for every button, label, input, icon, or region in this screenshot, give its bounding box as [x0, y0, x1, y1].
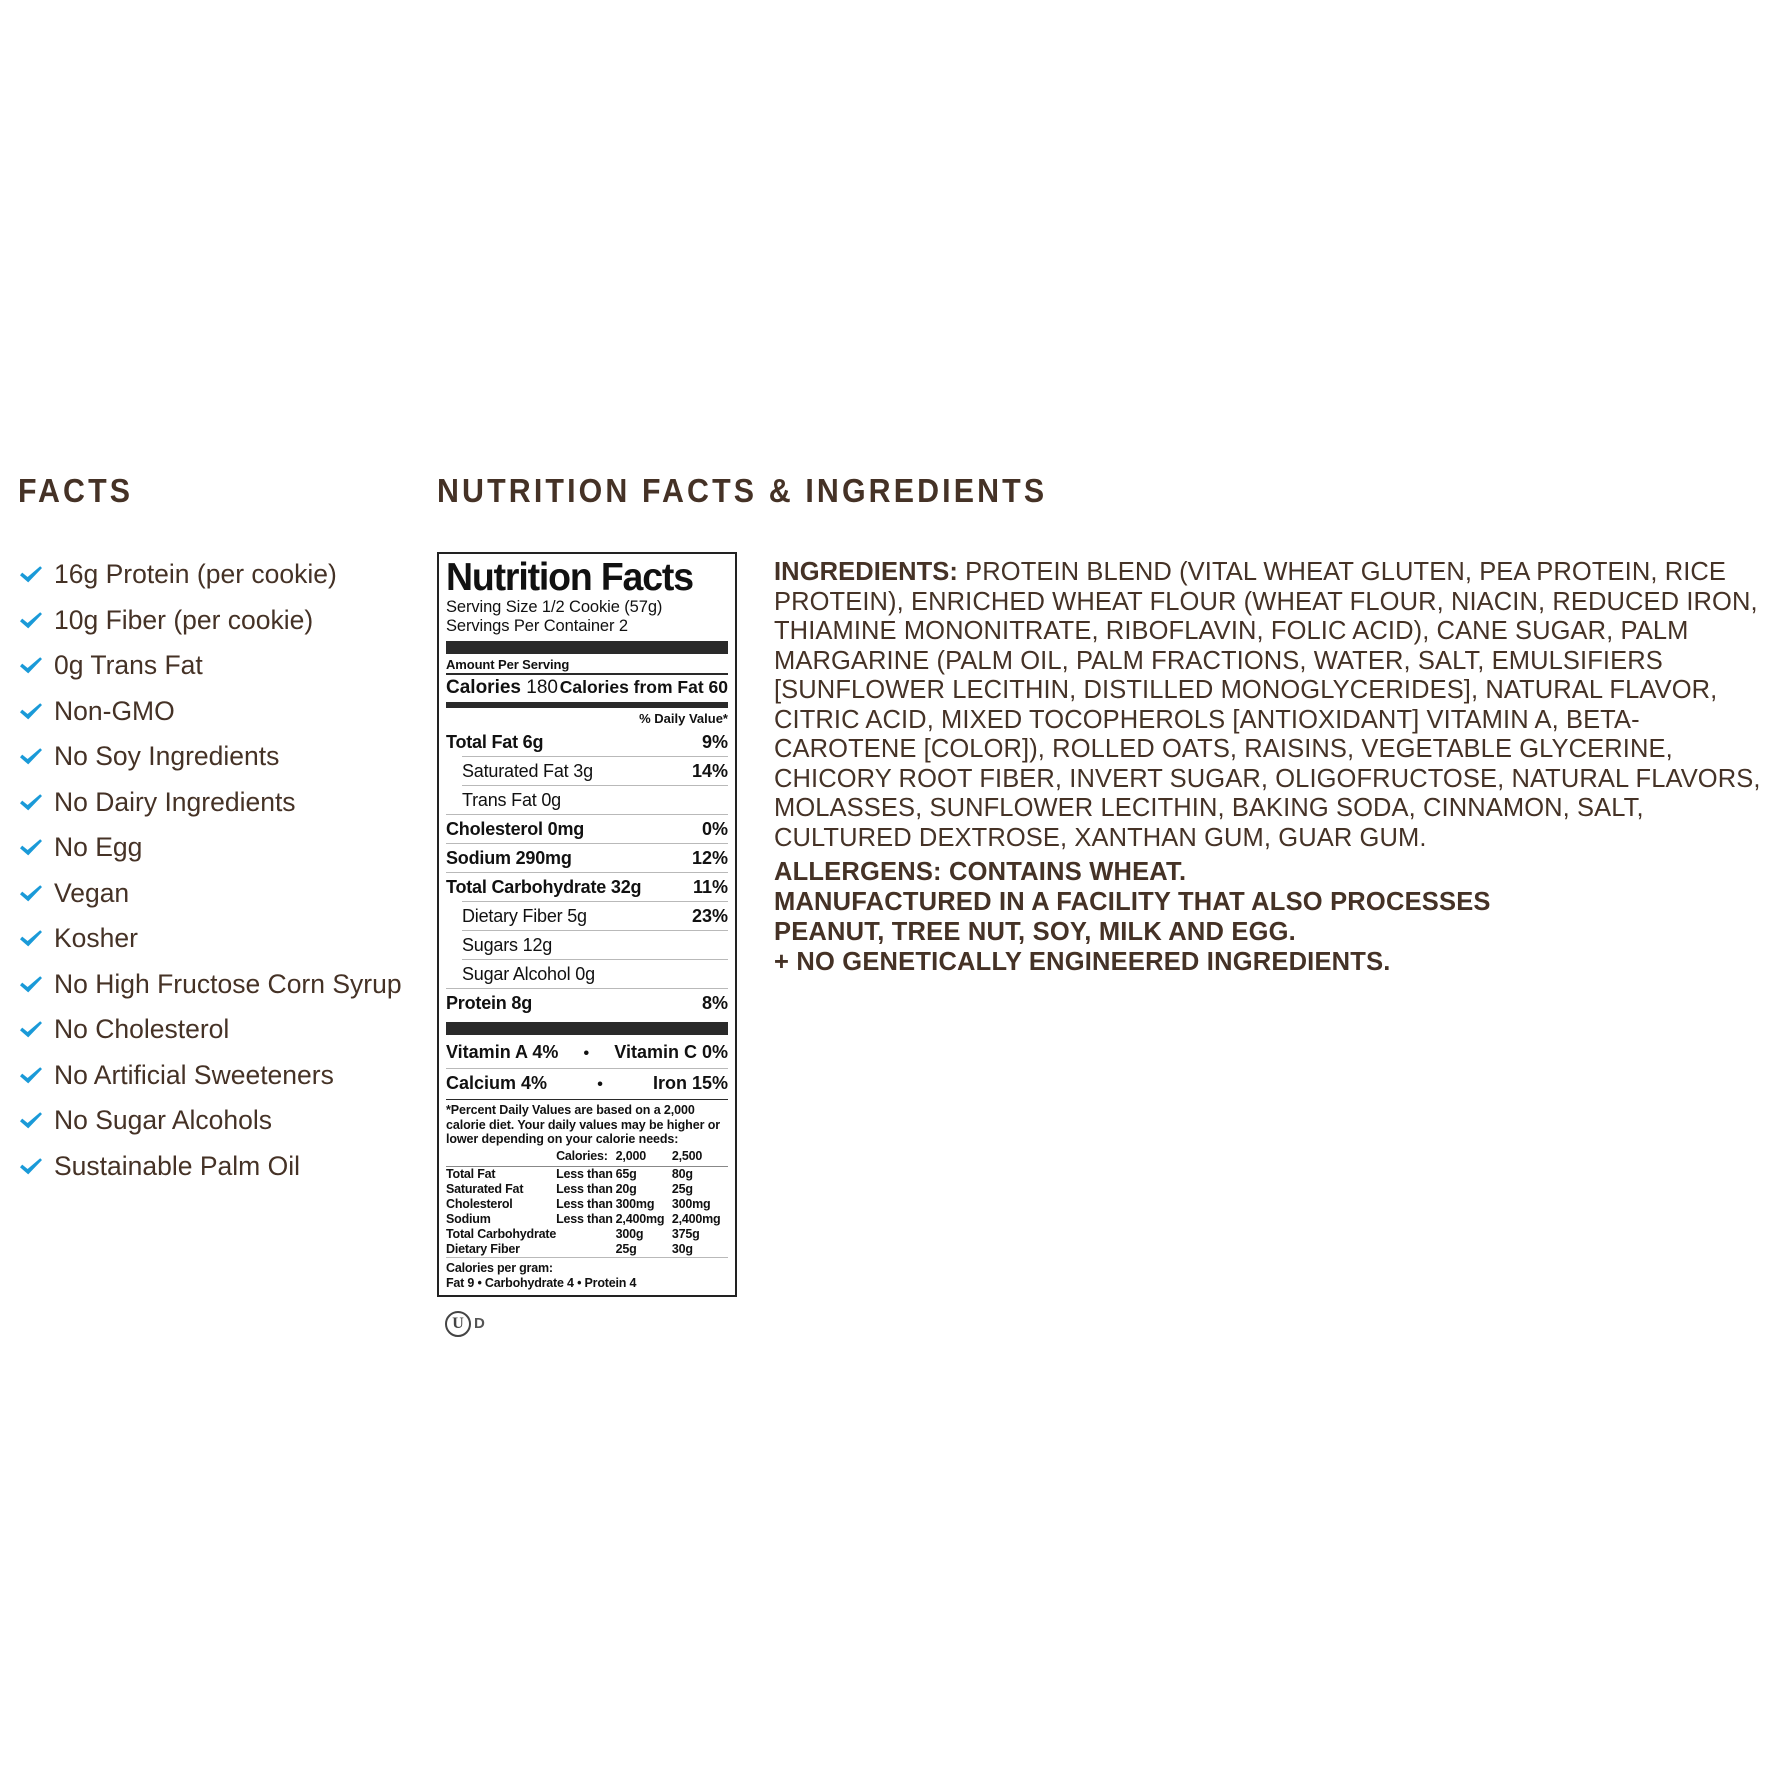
nutrition-facts-panel	[437, 552, 737, 1297]
nutrient-name: Dietary Fiber 5g	[462, 905, 587, 926]
dv-row-2000: 20g	[615, 1181, 637, 1196]
dv-row-2500: 30g	[671, 1241, 693, 1256]
dv-row-2000: 65g	[615, 1166, 637, 1181]
facts-item	[18, 780, 418, 826]
dv-table-row	[446, 1227, 728, 1242]
dv-header-2500: 2,500	[671, 1148, 703, 1163]
check-icon	[18, 1146, 44, 1188]
nutrient-row	[446, 902, 728, 930]
facts-item-label: No Egg	[54, 832, 143, 862]
check-icon	[18, 1055, 44, 1097]
allergen-line: ALLERGENS: CONTAINS WHEAT.	[774, 858, 1187, 886]
nutrient-daily-value: 8%	[701, 992, 728, 1013]
ingredients-list: PROTEIN BLEND (VITAL WHEAT GLUTEN, PEA PROTEIN, RICE PROTEIN), ENRICHED WHEAT FLOUR (WHEAT FLOUR, NIACIN, REDUCED IRON, THIAMINE MONONITRATE, RIBOFLAVIN, FOLIC ACID), CANE SUGAR, PALM MARGARINE (PALM OIL, PALM FRACTIONS, WATER, SALT, EMULSIFIERS [SUNFLOWER LECITHIN, DISTILLED MONOGLYCERIDES], NATURAL FLAVOR, CITRIC ACID, MIXED TOCOPHEROLS [ANTIOXIDANT] VITAMIN A, BETA-CAROTENE [COLOR]), ROLLED OATS, RAISINS, VEGETABLE GLYCERINE, CHICORY ROOT FIBER, INVERT SUGAR, OLIGOFRUCTOSE, NATURAL FLAVORS, MOLASSES, SUNFLOWER LECITHIN, BAKING SODA, CINNAMON, SALT, CULTURED DEXTROSE, XANTHAN GUM, GUAR GUM.	[774, 558, 1761, 852]
kosher-certification	[445, 1311, 737, 1337]
check-icon	[18, 1100, 44, 1142]
check-icon	[18, 691, 44, 733]
facts-item	[18, 1053, 418, 1099]
dv-row-2500: 300mg	[671, 1196, 711, 1211]
nutrition-column	[437, 472, 1767, 1337]
check-icon	[18, 736, 44, 778]
dv-row-2500: 2,400mg	[671, 1211, 721, 1226]
dv-row-qualifier: Less than	[556, 1166, 613, 1181]
nutrient-daily-value: 14%	[691, 760, 728, 781]
nutrient-name: Sugars 12g	[462, 934, 553, 955]
dv-row-name: Total Fat	[446, 1166, 496, 1181]
facts-item-label: Kosher	[54, 923, 138, 953]
calories-value	[446, 676, 558, 699]
nutrient-rows	[446, 728, 728, 1017]
allergen-line: + NO GENETICALLY ENGINEERED INGREDIENTS.	[774, 948, 1391, 976]
nutrient-daily-value: 11%	[692, 876, 728, 897]
divider-thick	[446, 641, 728, 654]
nutrient-name: Sodium 290mg	[446, 847, 572, 868]
facts-item-label: 16g Protein (per cookie)	[54, 559, 337, 589]
check-icon	[18, 827, 44, 869]
facts-item	[18, 1144, 418, 1190]
ou-kosher-icon: U	[445, 1311, 471, 1337]
facts-item	[18, 1007, 418, 1053]
calories-from-fat: Calories from Fat 60	[559, 676, 728, 697]
dv-table-row	[446, 1167, 728, 1182]
vitamin-separator-dot: •	[583, 1044, 590, 1062]
facts-item-label: 10g Fiber (per cookie)	[54, 604, 314, 635]
vitamin-right: Vitamin C 0%	[614, 1041, 728, 1062]
nutrition-facts-panel-wrapper	[437, 552, 737, 1337]
dv-row-name: Sodium	[446, 1211, 491, 1226]
nutrient-row	[446, 960, 728, 988]
dv-row-2500: 25g	[671, 1181, 693, 1196]
facts-list	[18, 552, 418, 1189]
facts-item	[18, 643, 418, 689]
calories-label: Calories	[446, 676, 521, 698]
nutrient-daily-value: 9%	[701, 731, 728, 752]
dv-row-name: Dietary Fiber	[446, 1241, 520, 1256]
calories-per-gram	[446, 1258, 728, 1291]
calories-row	[446, 675, 728, 700]
nutrient-row	[446, 931, 728, 959]
nutrient-row	[446, 728, 728, 756]
facts-item	[18, 689, 418, 735]
daily-value-table	[446, 1149, 728, 1257]
vitamin-rows	[446, 1038, 728, 1099]
nutrient-name: Trans Fat 0g	[462, 789, 561, 810]
dv-row-2000: 25g	[615, 1241, 637, 1256]
vitamin-row	[446, 1038, 728, 1068]
dv-row-name: Saturated Fat	[446, 1181, 524, 1196]
dv-row-qualifier: Less than	[556, 1181, 613, 1196]
dv-row-qualifier: Less than	[556, 1211, 613, 1226]
dv-table-header-row	[446, 1149, 728, 1166]
dv-row-qualifier	[556, 1227, 616, 1242]
nutrient-name: Total Carbohydrate 32g	[446, 876, 642, 897]
nutrient-row	[446, 815, 728, 843]
nutrient-row	[446, 844, 728, 872]
dv-header-2000: 2,000	[615, 1148, 646, 1163]
nutrient-name: Saturated Fat 3g	[462, 760, 593, 781]
vitamin-left: Calcium 4%	[446, 1072, 548, 1093]
dv-header-blank	[446, 1149, 556, 1166]
nutrition-heading: NUTRITION FACTS & INGREDIENTS	[437, 472, 1048, 509]
dv-row-name: Total Carbohydrate	[446, 1226, 557, 1241]
daily-value-table-body	[446, 1149, 728, 1257]
check-icon	[18, 918, 44, 960]
calories-per-gram-label: Calories per gram:	[446, 1260, 553, 1275]
facts-item-label: 0g Trans Fat	[54, 650, 203, 680]
dv-row-2000: 2,400mg	[615, 1211, 665, 1226]
nutrient-row	[446, 786, 728, 814]
facts-item-label: No Dairy Ingredients	[54, 786, 296, 817]
facts-item	[18, 871, 418, 917]
check-icon	[18, 873, 44, 915]
nutrient-row	[446, 757, 728, 785]
facts-item-label: Vegan	[54, 877, 130, 908]
allergen-line: PEANUT, TREE NUT, SOY, MILK AND EGG.	[774, 918, 1296, 946]
facts-item	[18, 734, 418, 780]
check-icon	[18, 1009, 44, 1051]
dv-row-qualifier	[556, 1242, 616, 1257]
dv-header-calories: Calories:	[556, 1148, 608, 1163]
daily-value-footnote: *Percent Daily Values are based on a 2,000 calorie diet. Your daily values may be higher or lower depending on your calorie needs:	[446, 1103, 721, 1147]
check-icon	[18, 645, 44, 687]
facts-heading: FACTS	[18, 472, 134, 509]
facts-item-label: No Sugar Alcohols	[54, 1105, 273, 1135]
dv-row-2500: 375g	[671, 1226, 700, 1241]
nutrition-facts-title: Nutrition Facts	[446, 556, 693, 599]
nutrient-name: Total Fat 6g	[446, 731, 544, 752]
facts-item	[18, 916, 418, 962]
check-icon	[18, 554, 44, 596]
kosher-dairy-suffix: D	[474, 1315, 485, 1333]
nutrient-name: Cholesterol 0mg	[446, 818, 585, 839]
divider-thick-2	[446, 1022, 728, 1035]
ingredients-text	[774, 558, 1767, 853]
facts-item	[18, 825, 418, 871]
dv-table-row	[446, 1242, 728, 1257]
dv-table-row	[446, 1182, 728, 1197]
facts-item-label: No Artificial Sweeteners	[54, 1059, 334, 1090]
facts-column	[18, 472, 418, 1189]
allergen-line: MANUFACTURED IN A FACILITY THAT ALSO PROCESSES	[774, 888, 1491, 916]
nutrient-daily-value: 12%	[691, 847, 728, 868]
facts-item	[18, 1098, 418, 1144]
vitamin-separator-dot: •	[597, 1075, 603, 1093]
calories-per-gram-values: Fat 9 • Carbohydrate 4 • Protein 4	[446, 1275, 637, 1290]
dv-row-qualifier: Less than	[556, 1196, 613, 1211]
allergen-statement	[774, 857, 1767, 977]
calories-number: 180	[526, 676, 558, 698]
daily-value-header: % Daily Value*	[639, 710, 728, 726]
check-icon	[18, 964, 44, 1006]
dv-row-2500: 80g	[671, 1166, 693, 1181]
facts-item-label: No High Fructose Corn Syrup	[54, 968, 402, 999]
serving-size: Serving Size 1/2 Cookie (57g)	[446, 598, 663, 617]
facts-item	[18, 962, 418, 1008]
dv-row-2000: 300g	[615, 1226, 644, 1241]
dv-row-name: Cholesterol	[446, 1196, 513, 1211]
facts-item-label: No Soy Ingredients	[54, 741, 280, 771]
facts-item-label: Sustainable Palm Oil	[54, 1150, 300, 1181]
vitamin-row	[446, 1069, 728, 1099]
nutrient-daily-value: 0%	[701, 818, 728, 839]
check-icon	[18, 782, 44, 824]
ingredients-label: INGREDIENTS:	[774, 558, 958, 586]
nutrient-name: Sugar Alcohol 0g	[462, 963, 595, 984]
facts-item-label: No Cholesterol	[54, 1014, 230, 1044]
facts-item-label: Non-GMO	[54, 695, 175, 726]
facts-item	[18, 598, 418, 644]
check-icon	[18, 600, 44, 642]
dv-table-row	[446, 1212, 728, 1227]
facts-item	[18, 552, 418, 598]
amount-per-serving-label: Amount Per Serving	[446, 657, 570, 673]
nutrient-daily-value: 23%	[691, 905, 728, 926]
nutrient-row	[446, 873, 728, 901]
nutrient-row	[446, 989, 728, 1017]
vitamin-left: Vitamin A 4%	[446, 1041, 559, 1062]
dv-table-row	[446, 1197, 728, 1212]
vitamin-right: Iron 15%	[652, 1072, 729, 1093]
servings-per-container: Servings Per Container 2	[446, 617, 628, 636]
ingredients-block	[774, 552, 1767, 977]
nutrient-name: Protein 8g	[446, 992, 533, 1013]
dv-row-2000: 300mg	[615, 1196, 655, 1211]
